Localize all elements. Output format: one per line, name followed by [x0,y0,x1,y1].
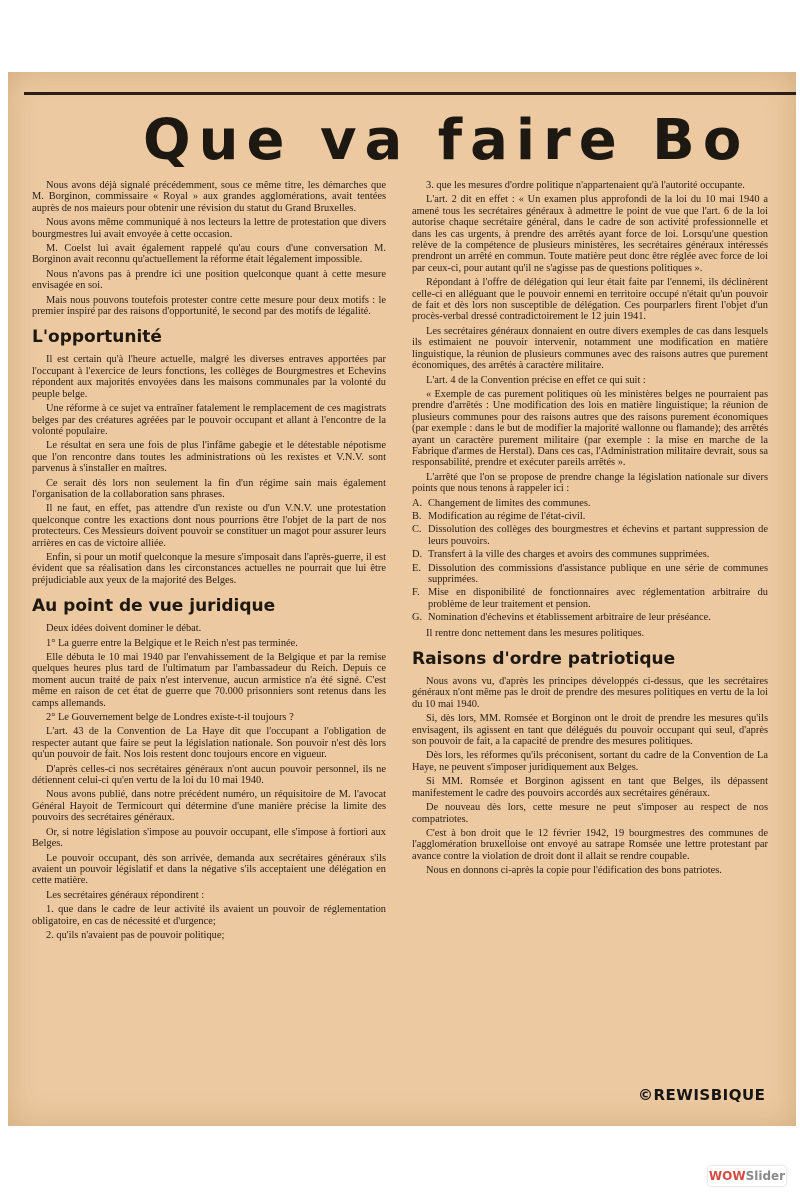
opportunite-paragraph: Une réforme à ce sujet va entraîner fatalement le remplacement de ces magistrats belges par des créatures agréées par le pouvoir occupant et allant à l'encontre de la volonté populaire. [32,403,386,437]
logo-part-2: Slider [745,1169,786,1183]
list-text: Transfert à la ville des charges et avoirs des communes supprimées. [428,549,710,561]
left-column [32,180,386,944]
list-letter: B. [412,510,422,522]
juridique-paragraph: Les secrétaires généraux répondirent : [46,889,205,901]
right-column [412,180,768,880]
intro-paragraph: M. Coelst lui avait également rappelé qu'au cours d'une conversation M. Borginon avait reconnu qu'actuellement la réforme était légalement impossible. [32,243,386,266]
patriotique-paragraph: Nous en donnons ci-après la copie pour l'édification des bons patriotes. [426,865,722,877]
intro-paragraph: Nous avons déjà signalé précédemment, sous ce même titre, les démarches que M. Borginon, commissaire « Royal » aux grandes agglomérations, avait tentées auprès de nos maieurs pour obtenir une révision du statut du Grand Bruxelles. [32,180,386,214]
list-item [412,498,768,509]
list-letter: G. [412,612,423,624]
article-paragraph: L'art. 4 de la Convention précise en effet ce qui suit : [426,374,646,386]
newspaper-page [8,72,796,1126]
patriotique-paragraph: Dès lors, les réformes qu'ils préconisent, sortant du cadre de la Convention de La Haye, ne peuvent s'imposer juridiquement aux Belges. [412,750,768,773]
list-letter: E. [412,562,421,574]
wowslider-logo[interactable] [708,1166,786,1186]
list-text: Changement de limites des communes. [428,497,591,509]
intro-paragraph: Nous avons même communiqué à nos lecteurs la lettre de protestation que divers bourgmestres lui avait envoyée à cette occasion. [32,217,386,240]
juridique-paragraph: 2° Le Gouvernement belge de Londres existe-t-il toujours ? [46,712,294,724]
heading-juridique: Au point de vue juridique [32,596,276,617]
opportunite-paragraph: Enfin, si pour un motif quelconque la mesure s'imposait dans l'après-guerre, il est évident que sa réalisation dans les circonstances actuelles ne pourrait que lui être préjudiciable aux yeux de la majorité des Belges. [32,551,386,586]
list-letter: A. [412,497,423,509]
top-rule [24,92,796,95]
juridique-paragraph: Elle débuta le 10 mai 1940 par l'envahissement de la Belgique et par la remise quelques heures plus tard de l'ultimatum par l'ambassadeur du Reich. Depuis ce moment aucun traité de paix n'est intervenue, aucun armistice n'a été signé. C'est même en raison de cet état de guerre que 70.000 prisonniers sont retenus dans les camps allemands. [32,652,386,709]
patriotique-paragraph: C'est à bon droit que le 12 février 1942, 19 bourgmestres des communes de l'agglomération bruxelloise ont envoyé au satrape Romsée une lettre protestant par avance contre la violation de droit dont il allait se rendre coupable. [412,827,768,862]
article-paragraph: « Exemple de cas purement politiques où les ministères belges ne pourraient pas prendre d'arrêtés : Une modification des lois en matière linguistique; la réunion de plusieurs communes pour des raisons autres que des raisons purement économiques (par exemple : dans le but de modifier la majorité wallonne ou flamande); des arrêtés ayant un caractère purement militaire (par exemple : la mise en marche de la Fabrique d'armes de Herstal). Dans ces cas, l'Administration militaire devrait, sous sa responsabilité, prendre et exécuter pareils arrêtés ». [412,388,768,469]
article-paragraph: L'arrêté que l'on se propose de prendre change la législation nationale sur divers points que nous tenons à rappeler ici : [412,471,768,495]
intro-paragraph: Nous n'avons pas à prendre ici une position quelconque quant à cette mesure envisagée en soi. [32,268,386,292]
juridique-paragraph: D'après celles-ci nos secrétaires généraux n'ont aucun pouvoir personnel, ils ne détiennent celui-ci qu'en vertu de la loi du 10 mai 1940. [32,763,386,787]
patriotique-paragraph: Si MM. Romsée et Borginon agissent en tant que Belges, ils dépassent manifestement le cadre des pouvoirs accordés aux secrétaires généraux. [412,776,768,799]
juridique-paragraph: 1. que dans le cadre de leur activité ils avaient un pouvoir de réglementation obligatoire, en cas de nécessité et d'urgence; [32,904,386,927]
article-paragraph: Les secrétaires généraux donnaient en outre divers exemples de cas dans lesquels ils estimaient ne pouvoir intervenir, notamment une modification en matière linguistique, la réunion de plusieurs communes avec des raisons autres que purement économiques, des arrêtés à caractère militaire. [412,325,768,372]
patriotique-paragraph: Nous avons vu, d'après les principes développés ci-dessus, que les secrétaires généraux n'ont même pas le droit de prendre des mesures politiques en vertu de la loi du 10 mai 1940. [412,676,768,710]
list-letter: C. [412,524,422,536]
juridique-paragraph: L'art. 43 de la Convention de La Haye dit que l'occupant a l'obligation de respecter autant que faire se peut la législation nationale. Son pouvoir n'est dès lors qu'un pouvoir de fait. Nos lois restent donc toujours encore en vigueur. [32,726,386,761]
juridique-paragraph: Nous avons publié, dans notre précédent numéro, un réquisitoire de M. l'avocat Général Hayoit de Termicourt qui détermine d'une manière précise la limite des pouvoirs des secrétaires généraux. [32,789,386,824]
article-paragraph: 3. que les mesures d'ordre politique n'appartenaient qu'à l'autorité occupante. [426,180,745,191]
patriotique-paragraph: Si, dès lors, MM. Romsée et Borginon ont le droit de prendre les mesures qu'ils envisagent, ils agissent en tant que délégués du pouvoir occupant qui seul, d'après son pouvoir de fait, a la capacité de prendre des mesures politiques. [412,713,768,748]
intro-paragraph: Mais nous pouvons toutefois protester contre cette mesure pour deux motifs : le premier inspiré par des raisons d'opportunité, le second par des motifs de légalité. [32,294,386,318]
list-text: Dissolution des commissions d'assistance publique en une série de communes supprimées. [428,562,768,585]
measures-list [412,498,768,624]
list-text: Nomination d'échevins et établissement arbitraire de leur préséance. [428,612,711,624]
list-text: Mise en disponibilité de fonctionnaires avec réglementation arbitraire du problème de leur traitement et pension. [428,587,768,610]
heading-opportunite: L'opportunité [32,327,162,348]
logo-part-1: WOW [708,1169,746,1183]
opportunite-paragraph: Il ne faut, en effet, pas attendre d'un rexiste ou d'un V.N.V. une protestation quelconque contre les exactions dont nous pourrions être l'objet de la part de nos protecteurs. Ces Messieurs doivent pouvoir se constituer un magot pour assurer leurs arrières en cas de victoire alliée. [32,503,386,549]
juridique-paragraph: Or, si notre législation s'impose au pouvoir occupant, elle s'impose à fortiori aux Belges. [32,826,386,850]
list-item [412,524,768,547]
article-paragraph: L'art. 2 dit en effet : « Un examen plus approfondi de la loi du 10 mai 1940 a amené tous les secrétaires généraux à admettre le point de vue que l'art. 6 de la loi autorise chaque secrétaire général, dans le cadre de son activité professionnelle et dans les cas urgents, à prendre des arrêtés ayant force de loi. Lorsqu'une question relève de la compétence de plusieurs ministères, les secrétaires généraux intéressés prendront un arrêté en commun. Toute matière peut donc être réglée avec force de loi par ceux-ci, pour autant qu'il ne s'agisse pas de questions politiques ». [412,194,768,274]
juridique-paragraph: Le pouvoir occupant, dès son arrivée, demanda aux secrétaires généraux s'ils avaient un pouvoir législatif et dans la négative s'ils acceptaient une délégation en cette matière. [32,852,386,887]
heading-patriotique: Raisons d'ordre patriotique [412,649,676,670]
article-paragraph: Il rentre donc nettement dans les mesures politiques. [426,627,645,639]
opportunite-paragraph: Il est certain qu'à l'heure actuelle, malgré les diverses entraves apportées par l'occupant à l'exercice de leurs fonctions, les collèges de Bourgmestres et Echevins répondent aux majorités envoyées dans les maisons communales par la volonté du peuple belge. [32,354,386,400]
opportunite-paragraph: Ce serait dès lors non seulement la fin d'un régime sain mais également l'organisation de la collaboration sans phrases. [32,477,386,500]
patriotique-paragraph: De nouveau dès lors, cette mesure ne peut s'imposer au respect de nos compatriotes. [412,802,768,825]
opportunite-paragraph: Le résultat en sera une fois de plus l'infâme gabegie et le détestable népotisme que l'on rencontre dans toutes les administrations où les rexistes et V.N.V. sont parvenus à s'installer en maîtres. [32,440,386,475]
list-text: Dissolution des collèges des bourgmestres et échevins et partant suppression de leurs pouvoirs. [428,524,768,547]
article-paragraph: Répondant à l'offre de délégation qui leur était faite par l'ennemi, ils déclinèrent celle-ci en alléguant que le pouvoir ennemi en territoire occupé n'était qu'un pouvoir de fait et dès lors non susceptible de délégation. Ces pourparlers firent l'objet d'un procès-verbal dressé contradictoirement le 12 juin 1941. [412,277,768,323]
list-letter: D. [412,549,423,561]
list-text: Modification au régime de l'état-civil. [428,510,586,522]
list-letter: F. [412,587,420,599]
list-item [412,511,768,522]
juridique-paragraph: 2. qu'ils n'avaient pas de pouvoir politique; [46,929,225,941]
headline: Que va faire Bo [143,108,750,173]
copyright-watermark: ©REWISBIQUE [638,1086,766,1104]
juridique-paragraph: 1° La guerre entre la Belgique et le Reich n'est pas terminée. [46,637,298,649]
list-item [412,563,768,586]
juridique-paragraph: Deux idées doivent dominer le débat. [46,623,202,635]
list-item [412,549,768,560]
list-item [412,612,768,623]
list-item [412,587,768,610]
